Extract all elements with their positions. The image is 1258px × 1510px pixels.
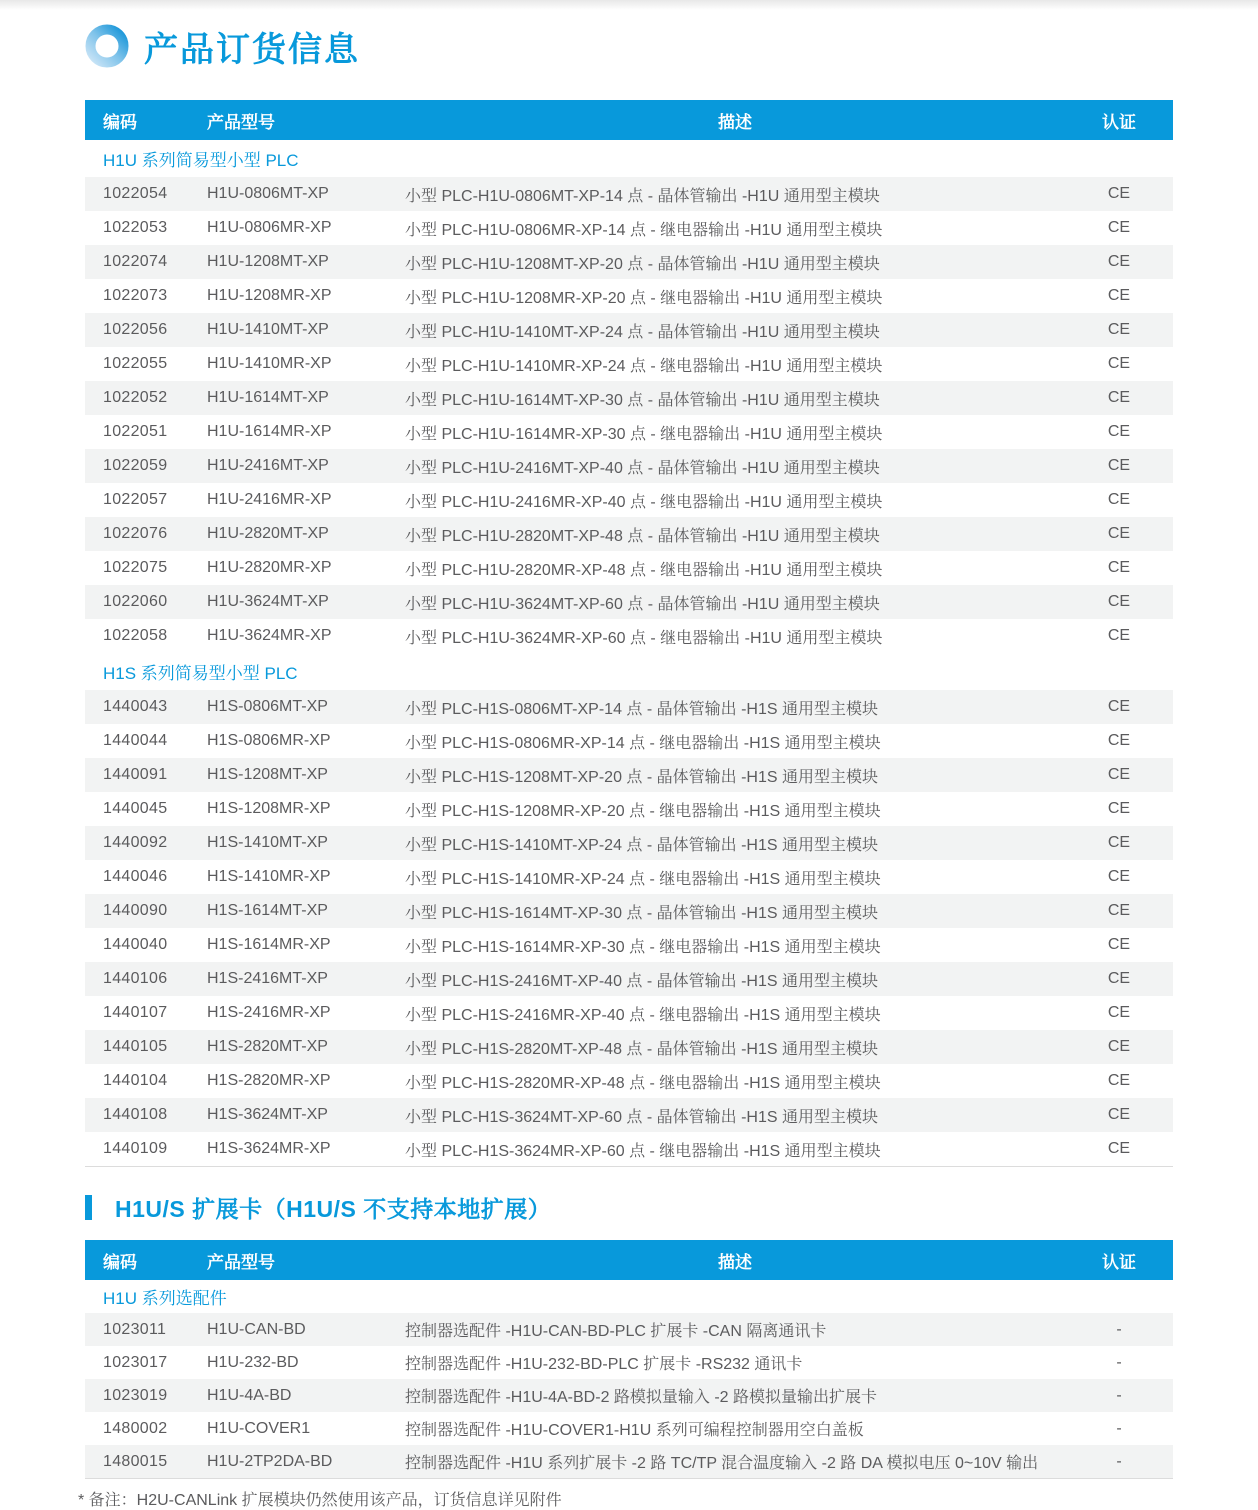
table-row (85, 860, 1173, 894)
table-row (85, 347, 1173, 381)
page-top-shadow (0, 0, 1258, 10)
cell-code: 1022056 (103, 321, 168, 338)
cell-desc: 小型 PLC-H1U-1208MT-XP-20 点 - 晶体管输出 -H1U 通用型主模块 (405, 255, 880, 273)
cell-desc: 小型 PLC-H1U-1208MR-XP-20 点 - 继电器输出 -H1U 通用型主模块 (405, 289, 883, 307)
cell-model: H1S-2416MR-XP (207, 1004, 331, 1021)
cell-cert: CE (1107, 1140, 1131, 1157)
cell-desc: 小型 PLC-H1U-0806MR-XP-14 点 - 继电器输出 -H1U 通用型主模块 (405, 221, 883, 239)
cell-cert: CE (1107, 491, 1131, 508)
cell-desc: 小型 PLC-H1U-1614MT-XP-30 点 - 晶体管输出 -H1U 通用型主模块 (405, 391, 880, 409)
column-header: 认证 (1102, 1252, 1136, 1272)
cell-desc: 小型 PLC-H1U-2820MT-XP-48 点 - 晶体管输出 -H1U 通用型主模块 (405, 527, 880, 545)
cell-cert: CE (1107, 321, 1131, 338)
table-row (85, 1445, 1173, 1478)
cell-model: H1S-0806MR-XP (207, 732, 331, 749)
cell-code: 1022054 (103, 185, 168, 202)
cell-code: 1440105 (103, 1038, 168, 1055)
cell-cert: CE (1107, 1038, 1131, 1055)
cell-model: H1S-1410MR-XP (207, 868, 331, 885)
cell-code: 1440040 (103, 936, 168, 953)
cell-model: H1U-1208MT-XP (207, 253, 329, 270)
cell-model: H1S-1208MR-XP (207, 800, 331, 817)
cell-desc: 小型 PLC-H1U-2416MR-XP-40 点 - 继电器输出 -H1U 通用型主模块 (405, 493, 883, 511)
expansion-card-heading (85, 1192, 551, 1222)
cell-desc: 小型 PLC-H1S-1410MT-XP-24 点 - 晶体管输出 -H1S 通用型主模块 (405, 836, 878, 854)
table-header-row (85, 1240, 1173, 1280)
cell-desc: 控制器选配件 -H1U-COVER1-H1U 系列可编程控制器用空白盖板 (405, 1422, 864, 1439)
cell-code: 1023017 (103, 1353, 168, 1371)
table-row (85, 177, 1173, 211)
table-row (85, 1064, 1173, 1098)
cell-code: 1440046 (103, 868, 168, 885)
cell-model: H1U-1614MR-XP (207, 423, 332, 440)
table-row (85, 245, 1173, 279)
table-row (85, 1030, 1173, 1064)
column-header: 描述 (718, 1252, 752, 1272)
table-row (85, 996, 1173, 1030)
cell-model: H1S-3624MR-XP (207, 1140, 331, 1157)
cell-cert: CE (1107, 834, 1131, 851)
cell-code: 1480015 (103, 1452, 168, 1470)
cell-cert: - (1116, 1419, 1122, 1437)
cell-desc: 小型 PLC-H1S-1410MR-XP-24 点 - 继电器输出 -H1S 通用型主模块 (405, 870, 881, 888)
table-row (85, 1098, 1173, 1132)
cell-model: H1U-3624MR-XP (207, 627, 332, 644)
table-row (85, 211, 1173, 245)
cell-cert: CE (1107, 423, 1131, 440)
cell-code: 1022057 (103, 491, 168, 508)
cell-desc: 小型 PLC-H1S-3624MR-XP-60 点 - 继电器输出 -H1S 通用型主模块 (405, 1142, 881, 1160)
cell-code: 1440044 (103, 732, 168, 749)
cell-model: H1U-1410MT-XP (207, 321, 329, 338)
table-row (85, 792, 1173, 826)
cell-model: H1S-1208MT-XP (207, 766, 328, 783)
column-header: 产品型号 (207, 112, 275, 132)
cell-cert: CE (1107, 457, 1131, 474)
cell-cert: CE (1107, 355, 1131, 372)
cell-code: 1022053 (103, 219, 168, 236)
cell-code: 1440107 (103, 1004, 168, 1021)
table-row (85, 517, 1173, 551)
cell-model: H1S-1410MT-XP (207, 834, 328, 851)
cell-desc: 小型 PLC-H1S-2416MT-XP-40 点 - 晶体管输出 -H1S 通用型主模块 (405, 972, 878, 990)
page-title: 产品订货信息 (144, 30, 360, 69)
cell-desc: 小型 PLC-H1S-1614MR-XP-30 点 - 继电器输出 -H1S 通用型主模块 (405, 938, 881, 956)
cell-cert: - (1116, 1320, 1122, 1338)
cell-cert: CE (1107, 1072, 1131, 1089)
table-row (85, 690, 1173, 724)
table-row (85, 1313, 1173, 1346)
cell-code: 1440104 (103, 1072, 168, 1089)
table-row (85, 415, 1173, 449)
cell-cert: CE (1107, 593, 1131, 610)
table-row (85, 724, 1173, 758)
cell-desc: 小型 PLC-H1S-0806MT-XP-14 点 - 晶体管输出 -H1S 通用型主模块 (405, 700, 878, 718)
cell-model: H1U-232-BD (207, 1353, 299, 1371)
cell-code: 1022055 (103, 355, 168, 372)
cell-cert: CE (1107, 698, 1131, 715)
cell-model: H1S-2820MR-XP (207, 1072, 331, 1089)
cell-desc: 控制器选配件 -H1U-CAN-BD-PLC 扩展卡 -CAN 隔离通讯卡 (405, 1323, 827, 1340)
table-row (85, 928, 1173, 962)
cell-cert: CE (1107, 253, 1131, 270)
table-row (85, 279, 1173, 313)
cell-cert: CE (1107, 219, 1131, 236)
cell-code: 1440045 (103, 800, 168, 817)
cell-code: 1022074 (103, 253, 168, 270)
column-header: 认证 (1102, 112, 1136, 132)
cell-desc: 小型 PLC-H1U-3624MR-XP-60 点 - 继电器输出 -H1U 通用型主模块 (405, 629, 883, 647)
cell-desc: 小型 PLC-H1U-3624MT-XP-60 点 - 晶体管输出 -H1U 通用型主模块 (405, 595, 880, 613)
cell-model: H1U-2416MR-XP (207, 491, 332, 508)
ring-icon (85, 24, 129, 68)
cell-code: 1440043 (103, 698, 168, 715)
cell-desc: 小型 PLC-H1S-2416MR-XP-40 点 - 继电器输出 -H1S 通用型主模块 (405, 1006, 881, 1024)
cell-code: 1022073 (103, 287, 168, 304)
cell-code: 1023019 (103, 1386, 168, 1404)
cell-desc: 小型 PLC-H1S-0806MR-XP-14 点 - 继电器输出 -H1S 通用型主模块 (405, 734, 881, 752)
table-row (85, 551, 1173, 585)
table-row (85, 1132, 1173, 1166)
cell-model: H1S-1614MR-XP (207, 936, 331, 953)
cell-model: H1U-1410MR-XP (207, 355, 332, 372)
table-row (85, 313, 1173, 347)
cell-cert: - (1116, 1452, 1122, 1470)
cell-desc: 控制器选配件 -H1U-4A-BD-2 路模拟量输入 -2 路模拟量输出扩展卡 (405, 1389, 878, 1406)
expansion-card-heading-text: H1U/S 扩展卡（H1U/S 不支持本地扩展） (115, 1195, 552, 1222)
table-header-row (85, 100, 1173, 140)
cell-cert: CE (1107, 902, 1131, 919)
cell-cert: CE (1107, 868, 1131, 885)
cell-cert: CE (1107, 185, 1131, 202)
cell-code: 1440090 (103, 902, 168, 919)
table-row (85, 826, 1173, 860)
cell-code: 1023011 (103, 1320, 167, 1338)
cell-model: H1U-2820MR-XP (207, 559, 332, 576)
table-row (85, 1379, 1173, 1412)
cell-model: H1U-1208MR-XP (207, 287, 332, 304)
cell-model: H1U-2416MT-XP (207, 457, 329, 474)
page-header (85, 22, 360, 70)
table-row (85, 585, 1173, 619)
cell-desc: 小型 PLC-H1U-0806MT-XP-14 点 - 晶体管输出 -H1U 通用型主模块 (405, 187, 880, 205)
cell-code: 1440109 (103, 1140, 168, 1157)
cell-code: 1440106 (103, 970, 168, 987)
ordering-table-expansion (85, 1240, 1173, 1479)
cell-code: 1022051 (103, 423, 168, 440)
cell-code: 1022075 (103, 559, 168, 576)
cell-desc: 小型 PLC-H1S-2820MT-XP-48 点 - 晶体管输出 -H1S 通用型主模块 (405, 1040, 878, 1058)
cell-desc: 小型 PLC-H1S-3624MT-XP-60 点 - 晶体管输出 -H1S 通用型主模块 (405, 1108, 878, 1126)
cell-desc: 小型 PLC-H1S-1208MR-XP-20 点 - 继电器输出 -H1S 通用型主模块 (405, 802, 881, 820)
table-section-label: H1U 系列选配件 (103, 1289, 227, 1308)
column-header: 编码 (103, 1252, 137, 1272)
cell-code: 1022060 (103, 593, 168, 610)
table-row (85, 894, 1173, 928)
cell-desc: 小型 PLC-H1S-1208MT-XP-20 点 - 晶体管输出 -H1S 通用型主模块 (405, 768, 878, 786)
cell-desc: 控制器选配件 -H1U-232-BD-PLC 扩展卡 -RS232 通讯卡 (405, 1356, 803, 1373)
cell-model: H1U-3624MT-XP (207, 593, 329, 610)
cell-code: 1480002 (103, 1419, 168, 1437)
cell-desc: 小型 PLC-H1S-2820MR-XP-48 点 - 继电器输出 -H1S 通用型主模块 (405, 1074, 881, 1092)
cell-model: H1U-0806MT-XP (207, 185, 329, 202)
cell-code: 1022076 (103, 525, 168, 542)
table-row (85, 1412, 1173, 1445)
cell-code: 1440108 (103, 1106, 168, 1123)
cell-model: H1S-2820MT-XP (207, 1038, 328, 1055)
cell-code: 1022059 (103, 457, 168, 474)
cell-cert: CE (1107, 287, 1131, 304)
table-section-label: H1U 系列简易型小型 PLC (103, 151, 299, 170)
column-header: 描述 (718, 112, 752, 132)
cell-desc: 小型 PLC-H1U-2820MR-XP-48 点 - 继电器输出 -H1U 通用型主模块 (405, 561, 883, 579)
table-section-label: H1S 系列简易型小型 PLC (103, 664, 298, 683)
table-row (85, 1346, 1173, 1379)
cell-model: H1S-0806MT-XP (207, 698, 328, 715)
cell-code: 1022058 (103, 627, 168, 644)
cell-model: H1U-1614MT-XP (207, 389, 329, 406)
cell-cert: CE (1107, 970, 1131, 987)
cell-model: H1U-CAN-BD (207, 1320, 306, 1338)
cell-cert: CE (1107, 627, 1131, 644)
cell-model: H1U-2TP2DA-BD (207, 1452, 333, 1470)
cell-cert: - (1116, 1386, 1122, 1404)
cell-desc: 小型 PLC-H1U-1410MT-XP-24 点 - 晶体管输出 -H1U 通用型主模块 (405, 323, 880, 341)
cell-cert: CE (1107, 525, 1131, 542)
cell-code: 1440091 (103, 766, 168, 783)
cell-cert: CE (1107, 766, 1131, 783)
cell-code: 1440092 (103, 834, 168, 851)
cell-cert: CE (1107, 1004, 1131, 1021)
table-row (85, 449, 1173, 483)
cell-code: 1022052 (103, 389, 168, 406)
cell-cert: CE (1107, 800, 1131, 817)
cell-cert: CE (1107, 936, 1131, 953)
table-row (85, 381, 1173, 415)
cell-desc: 小型 PLC-H1U-1410MR-XP-24 点 - 继电器输出 -H1U 通用型主模块 (405, 357, 883, 375)
cell-model: H1U-2820MT-XP (207, 525, 329, 542)
cell-model: H1S-3624MT-XP (207, 1106, 328, 1123)
table-row (85, 758, 1173, 792)
cell-model: H1U-COVER1 (207, 1419, 311, 1437)
cell-cert: CE (1107, 1106, 1131, 1123)
cell-model: H1S-1614MT-XP (207, 902, 328, 919)
column-header: 编码 (103, 112, 137, 132)
column-header: 产品型号 (207, 1252, 275, 1272)
heading-accent-bar (85, 1195, 92, 1220)
cell-cert: - (1116, 1353, 1122, 1371)
cell-cert: CE (1107, 389, 1131, 406)
cell-model: H1S-2416MT-XP (207, 970, 328, 987)
cell-desc: 控制器选配件 -H1U 系列扩展卡 -2 路 TC/TP 混合温度输入 -2 路 DA 模拟电压 0~10V 输出 (405, 1455, 1039, 1472)
cell-desc: 小型 PLC-H1U-1614MR-XP-30 点 - 继电器输出 -H1U 通用型主模块 (405, 425, 883, 443)
cell-desc: 小型 PLC-H1S-1614MT-XP-30 点 - 晶体管输出 -H1S 通用型主模块 (405, 904, 878, 922)
cell-desc: 小型 PLC-H1U-2416MT-XP-40 点 - 晶体管输出 -H1U 通用型主模块 (405, 459, 880, 477)
cell-model: H1U-0806MR-XP (207, 219, 332, 236)
ordering-table-plc (85, 100, 1173, 1167)
cell-cert: CE (1107, 559, 1131, 576)
cell-model: H1U-4A-BD (207, 1386, 292, 1404)
footnote: * 备注：H2U-CANLink 扩展模块仍然使用该产品，订货信息详见附件 (78, 1492, 562, 1509)
cell-cert: CE (1107, 732, 1131, 749)
table-row (85, 483, 1173, 517)
table-row (85, 962, 1173, 996)
table-row (85, 619, 1173, 653)
